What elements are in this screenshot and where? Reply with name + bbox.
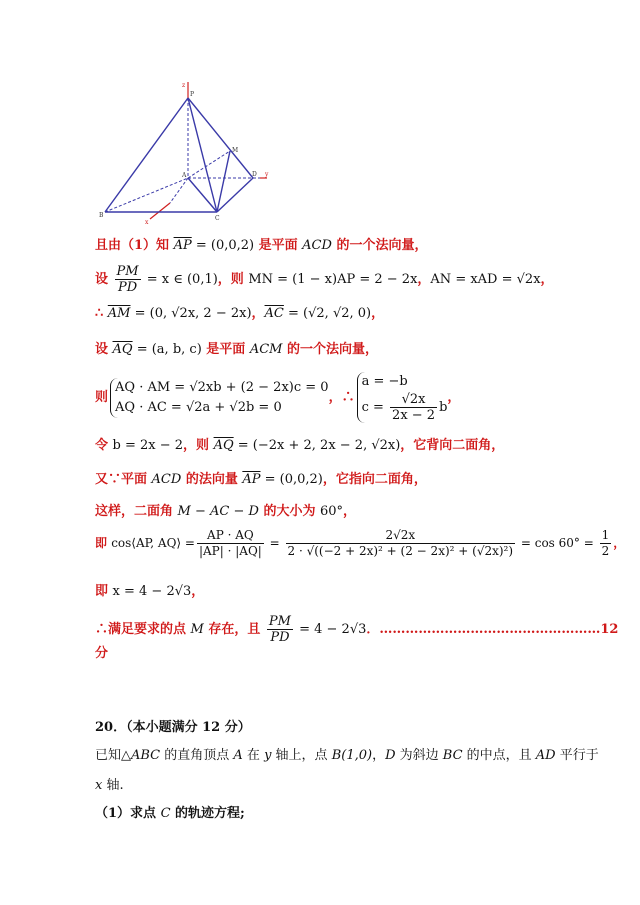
text: ， xyxy=(191,584,205,599)
value: = (√2, √2, 0) xyxy=(283,306,372,321)
text: 轴. xyxy=(102,778,124,793)
value: = (a, b, c) xyxy=(132,342,202,357)
label-y: y xyxy=(265,171,269,178)
ratio-value: = 4 − 2√3 xyxy=(294,622,367,637)
text: ， xyxy=(540,272,554,287)
label-m: M xyxy=(232,147,239,154)
plane-name: ACD xyxy=(302,238,332,253)
text: 平行于 xyxy=(555,748,599,763)
solution-line-1 xyxy=(95,236,427,256)
solution-value: x = 4 − 2√3 xyxy=(112,584,192,599)
equation: AN = xAD = √2x xyxy=(430,272,541,287)
label-p: P xyxy=(190,91,195,98)
angle-value: 60° xyxy=(319,504,344,519)
question-title xyxy=(95,718,251,738)
text: （1）求点 xyxy=(95,806,161,821)
plane-name: ACD xyxy=(151,472,182,487)
text: 设 xyxy=(95,342,113,357)
solution-line-2 xyxy=(95,264,554,295)
text: ，则 xyxy=(217,272,249,287)
text: ，则 xyxy=(183,438,214,453)
text: 的一个法向量， xyxy=(331,238,428,253)
denominator: 2 xyxy=(601,544,610,558)
value: = (−2x + 2, 2x − 2, √2x) xyxy=(233,438,401,453)
text: 设 xyxy=(95,272,113,287)
text: 又∵平面 xyxy=(95,472,152,487)
solution-line-6 xyxy=(95,436,504,456)
text: ，∴ xyxy=(328,390,355,405)
equals: = xyxy=(265,536,284,550)
vector-aq: $\overline{AQ}$ xyxy=(112,342,133,357)
numerator: √2x xyxy=(390,392,437,408)
solution-line-3 xyxy=(95,304,384,324)
text: 即 xyxy=(95,584,113,599)
equation: AQ · AM = √2xb + (2 − 2x)c = 0 xyxy=(115,379,329,395)
numerator: PM xyxy=(116,264,139,279)
text: ，它指向二面角， xyxy=(322,472,427,487)
vector-ap: $\overline{AP}$ xyxy=(173,238,192,253)
question-heading: 20．（本小题满分 12 分） xyxy=(95,720,251,735)
solution-line-7 xyxy=(95,470,427,490)
point-b: B(1,0) xyxy=(331,748,373,763)
equation: AQ · AC = √2a + √2b = 0 xyxy=(115,399,282,415)
text: ∴满足要求的点 xyxy=(95,622,191,637)
plane-name: ACM xyxy=(249,342,283,357)
text: 的一个法向量， xyxy=(282,342,379,357)
question-line-2 xyxy=(95,776,124,796)
point-c: C xyxy=(160,806,171,821)
value: = (0,0,2) xyxy=(191,238,255,253)
text: 且由（1）知 xyxy=(95,238,174,253)
denominator: PD xyxy=(117,280,138,295)
score-dots: ．……………………………………………12 xyxy=(366,622,619,637)
text: ， xyxy=(343,504,357,519)
numerator: PM xyxy=(268,614,291,629)
solution-line-11 xyxy=(95,614,618,645)
denominator: 2 · √((−2 + 2x)² + (2 − 2x)² + (√2x)²) xyxy=(287,544,514,558)
segment-ad: AD xyxy=(535,748,556,763)
solution-line-10 xyxy=(95,582,204,602)
label-b: B xyxy=(99,212,104,219)
solution-line-5 xyxy=(95,372,460,423)
text: 轴上，点 xyxy=(271,748,332,763)
text: ， xyxy=(372,748,386,763)
axis-y: y xyxy=(264,748,272,763)
text: 则 xyxy=(95,390,109,405)
numerator: 2√2x xyxy=(286,528,516,544)
dihedral-angle: M − AC − D xyxy=(177,504,259,519)
vector-ac: $\overline{AC}$ xyxy=(264,306,284,321)
cosine-expression: cos⟨AP, AQ⟩ = xyxy=(111,536,195,550)
equation: b = 2x − 2 xyxy=(112,438,184,453)
text: ， xyxy=(613,536,626,550)
vector-aq: $\overline{AQ}$ xyxy=(213,438,234,453)
text: 为斜边 xyxy=(395,748,443,763)
text: 的中点，且 xyxy=(462,748,536,763)
solution-line-8 xyxy=(95,502,356,522)
fraction-pm-pd xyxy=(115,264,141,295)
question-line-1 xyxy=(95,746,599,766)
equation: b xyxy=(439,400,448,415)
value: = (0, √2x, 2 − 2x) xyxy=(130,306,252,321)
solution-line-12 xyxy=(95,644,108,664)
triangle-name: ABC xyxy=(131,748,161,763)
pyramid-figure xyxy=(95,78,285,228)
equation-system-1 xyxy=(110,378,329,418)
label-a: A xyxy=(182,172,187,179)
denominator: PD xyxy=(270,630,290,645)
text: 是平面 xyxy=(201,342,250,357)
point-a: A xyxy=(233,748,243,763)
text: 是平面 xyxy=(254,238,303,253)
text: 的直角顶点 xyxy=(160,748,234,763)
denominator: |AP| · |AQ| xyxy=(198,544,262,558)
segment-bc: BC xyxy=(442,748,463,763)
numerator: AP · AQ xyxy=(197,528,264,544)
text: 的法向量 xyxy=(181,472,243,487)
label-c: C xyxy=(215,215,220,222)
axis-x: x xyxy=(95,778,103,793)
fraction-pm-pd xyxy=(267,614,293,645)
text: 在 xyxy=(242,748,265,763)
x-axis xyxy=(150,203,170,219)
denominator: 2x − 2 xyxy=(392,408,436,423)
fraction-computed xyxy=(286,528,516,559)
point-name: M xyxy=(190,622,204,637)
text: ， xyxy=(417,272,431,287)
text: ， xyxy=(371,306,385,321)
vector-ap: $\overline{AP}$ xyxy=(242,472,261,487)
equation: c = xyxy=(361,400,389,415)
equals: = cos 60° = xyxy=(517,536,598,550)
equation: = x ∈ (0,1) xyxy=(142,272,218,287)
text: 这样，二面角 xyxy=(95,504,178,519)
vector-am: $\overline{AM}$ xyxy=(107,306,131,321)
text: 的轨迹方程; xyxy=(170,806,245,821)
text: 令 xyxy=(95,438,113,453)
solution-line-9 xyxy=(95,528,625,559)
therefore-symbol: ∴ xyxy=(95,306,108,321)
equation-system-2 xyxy=(357,372,448,423)
point-d: D xyxy=(385,748,396,763)
text: 的大小为 xyxy=(258,504,320,519)
numerator: 1 xyxy=(601,528,610,542)
equation: a = −b xyxy=(361,374,408,389)
equation: MN = (1 − x)AP = 2 − 2x xyxy=(248,272,418,287)
label-x: x xyxy=(145,219,149,226)
score-unit: 分 xyxy=(95,646,109,661)
fraction-dot-product xyxy=(197,528,264,559)
text: 已知△ xyxy=(95,748,131,763)
text: 存在，且 xyxy=(203,622,265,637)
text: ， xyxy=(447,390,461,405)
text: 即 xyxy=(95,536,112,550)
value: = (0,0,2) xyxy=(260,472,323,487)
solution-line-4 xyxy=(95,340,378,360)
question-sub-1 xyxy=(95,804,245,824)
label-d: D xyxy=(252,171,257,178)
text: ， xyxy=(251,306,265,321)
fraction-half xyxy=(600,528,612,559)
text: ，它背向二面角， xyxy=(400,438,505,453)
label-z: z xyxy=(182,82,186,89)
